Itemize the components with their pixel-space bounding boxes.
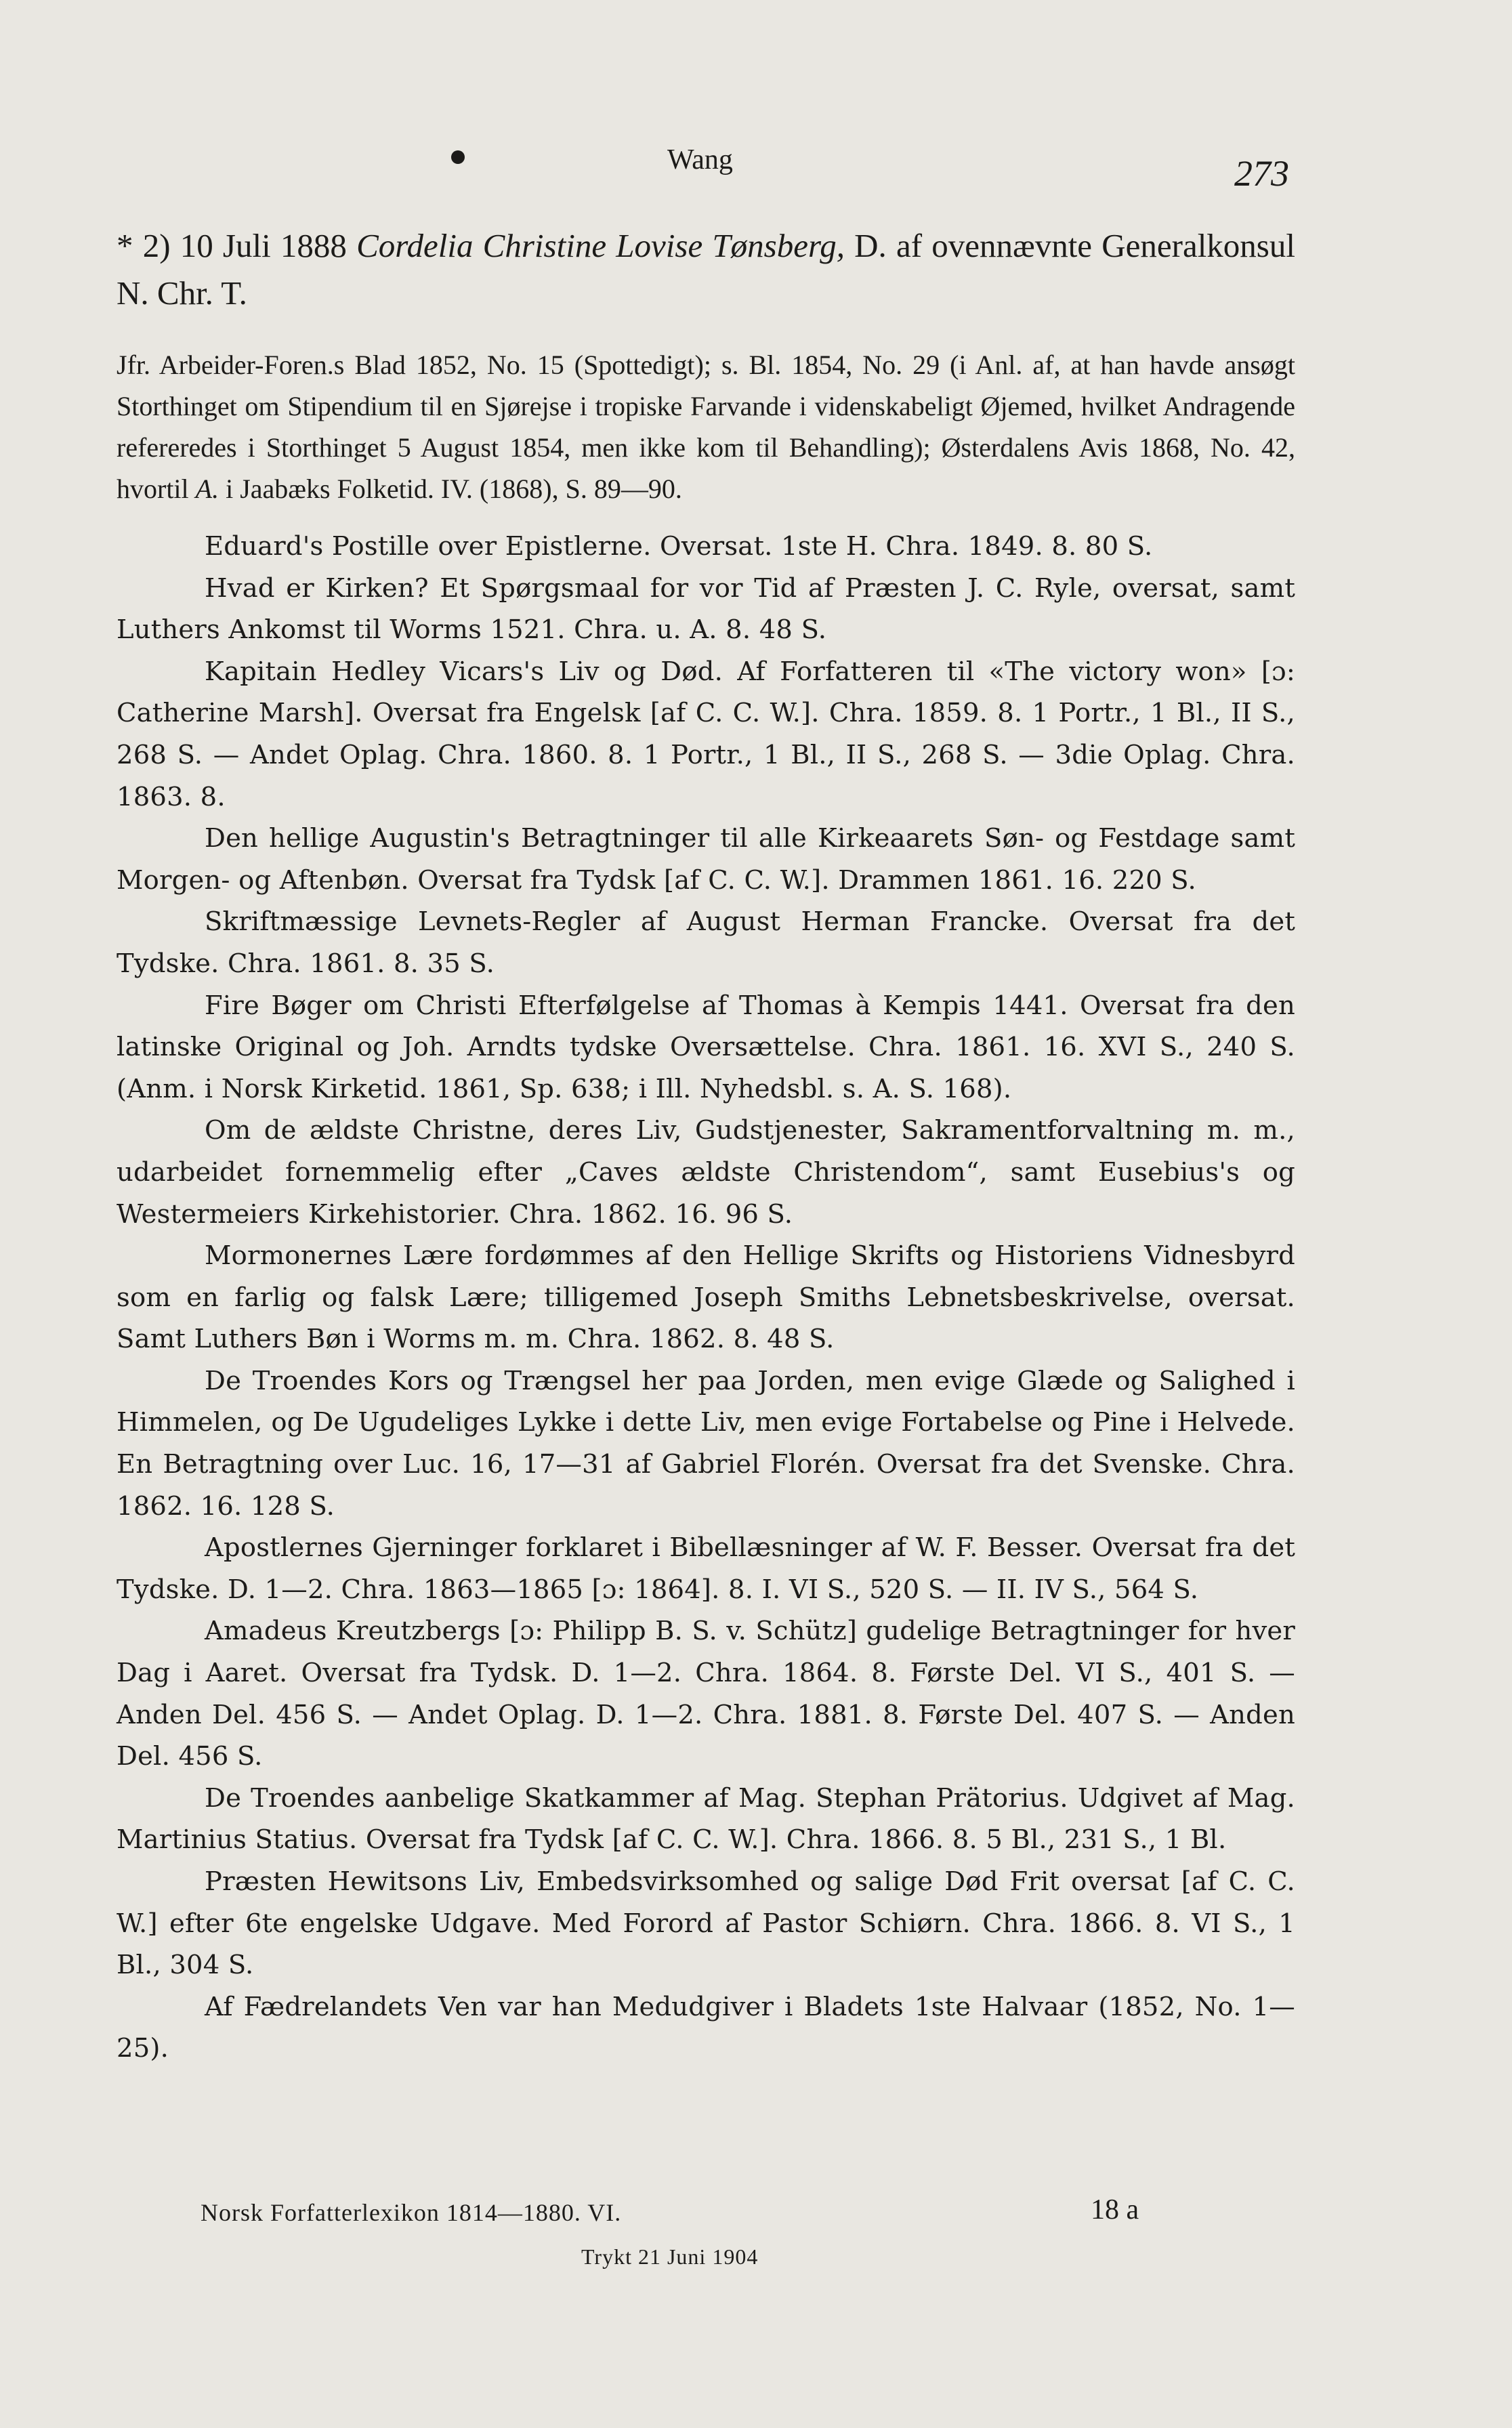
printer-dot-mark — [451, 150, 465, 164]
bibliography-entry: Om de ældste Christne, deres Liv, Gudstjenester, Sakramentforvaltning m. m., udarbeidet fornemmelig efter „Caves ældste Christendom“, samt Eusebius's og Westermeiers Kirkehistorier. Chra. 1862. 16. 96 S. — [117, 1115, 1295, 1230]
bibliography-entry: Fire Bøger om Christi Efterfølgelse af Thomas à Kempis 1441. Oversat fra den latinske Original og Joh. Arndts tydske Oversættelse. Chra. 1861. 16. XVI S., 240 S. (Anm. i Norsk Kirketid. 1861, Sp. 638; i Ill. Nyhedsbl. s. A. S. 168). — [117, 990, 1295, 1104]
bibliography-entry: Skriftmæssige Levnets-Regler af August Herman Francke. Oversat fra det Tydske. Chra. 1861. 8. 35 S. — [117, 906, 1295, 979]
bibliography-entries — [117, 526, 1295, 2070]
bibliography-entry: Apostlernes Gjerninger forklaret i Bibellæsninger af W. F. Besser. Oversat fra det Tydske. D. 1—2. Chra. 1863—1865 [ɔ: 1864]. 8. I. VI S., 520 S. — II. IV S., 564 S. — [117, 1532, 1295, 1605]
reference-text-end: i Jaabæks Folketid. IV. (1868), S. 89—90. — [219, 474, 682, 504]
bibliography-entry: De Troendes Kors og Trængsel her paa Jorden, men evige Glæde og Salighed i Himmelen, og De Ugudeliges Lykke i dette Liv, men evige Fortabelse og Pine i Helvede. En Betragtning over Luc. 16, 17—31 af Gabriel Florén. Oversat fra det Svenske. Chra. 1862. 16. 128 S. — [117, 1365, 1295, 1522]
bibliography-entry: Af Fædrelandets Ven var han Medudgiver i Bladets 1ste Halvaar (1852, No. 1—25). — [117, 1991, 1295, 2064]
dedication-name: Cordelia Christine Lovise Tønsberg, — [356, 227, 845, 264]
dedication-prefix: * 2) 10 Juli 1888 — [117, 227, 357, 264]
page-number: 273 — [1234, 153, 1289, 194]
bibliography-entry: Eduard's Postille over Epistlerne. Oversat. 1ste H. Chra. 1849. 8. 80 S. — [205, 531, 1153, 562]
reference-paragraph — [117, 344, 1295, 509]
print-date: Trykt 21 Juni 1904 — [581, 2244, 759, 2269]
reference-text-start: Jfr. Arbeider-Foren.s Blad 1852, No. 15 (Spottedigt); s. Bl. 1854, No. 29 (i Anl. af, at han havde ansøgt Storthinget om Stipendium til en Sjørejse i tropiske Farvande i videnskabeligt Øjemed, hvilket Andragende refereredes i Storthinget 5 August 1854, men ikke kom til Behandling); Østerdalens Avis 1868, No. 42, hvortil — [117, 350, 1295, 504]
bibliography-entry: Kapitain Hedley Vicars's Liv og Død. Af Forfatteren til «The victory won» [ɔ: Catherine Marsh]. Oversat fra Engelsk [af C. C. W.]. Chra. 1859. 8. 1 Portr., 1 Bl., II S., 268 S. — Andet Oplag. Chra. 1860. 8. 1 Portr., 1 Bl., II S., 268 S. — 3die Oplag. Chra. 1863. 8. — [117, 656, 1295, 812]
bibliography-entry: Præsten Hewitsons Liv, Embedsvirksomhed og salige Død Frit oversat [af C. C. W.] efter 6te engelske Udgave. Med Forord af Pastor Schiørn. Chra. 1866. 8. VI S., 1 Bl., 304 S. — [117, 1866, 1295, 1981]
running-head: Wang — [667, 144, 733, 175]
page-body — [117, 217, 1295, 2070]
signature-mark: 18 a — [1091, 2194, 1139, 2225]
bibliography-entry: Mormonernes Lære fordømmes af den Hellige Skrifts og Historiens Vidnesbyrd som en farlig og falsk Lære; tilligemed Joseph Smiths Lebnetsbeskrivelse, oversat. Samt Luthers Bøn i Worms m. m. Chra. 1862. 8. 48 S. — [117, 1240, 1295, 1355]
signature-line: Norsk Forfatterlexikon 1814—1880. VI. — [201, 2199, 622, 2226]
reference-italic-initial: A. — [195, 474, 219, 504]
dedication-rest: D. af ovennævnte Generalkonsul N. Chr. T. — [117, 227, 1295, 312]
dedication-paragraph — [117, 222, 1295, 317]
bibliography-entry: Amadeus Kreutzbergs [ɔ: Philipp B. S. v. Schütz] gudelige Betragtninger for hver Dag i Aaret. Oversat fra Tydsk. D. 1—2. Chra. 1864. 8. Første Del. VI S., 401 S. — Anden Del. 456 S. — Andet Oplag. D. 1—2. Chra. 1881. 8. Første Del. 407 S. — Anden Del. 456 S. — [117, 1616, 1295, 1772]
bibliography-entry: De Troendes aanbelige Skatkammer af Mag. Stephan Prätorius. Udgivet af Mag. Martinius Statius. Oversat fra Tydsk [af C. C. W.]. Chra. 1866. 8. 5 Bl., 231 S., 1 Bl. — [117, 1782, 1295, 1856]
bibliography-entry: Hvad er Kirken? Et Spørgsmaal for vor Tid af Præsten J. C. Ryle, oversat, samt Luthers Ankomst til Worms 1521. Chra. u. A. 8. 48 S. — [117, 572, 1295, 646]
bibliography-entry: Den hellige Augustin's Betragtninger til alle Kirkeaarets Søn- og Festdage samt Morgen- og Aftenbøn. Oversat fra Tydsk [af C. C. W.]. Drammen 1861. 16. 220 S. — [117, 823, 1295, 896]
